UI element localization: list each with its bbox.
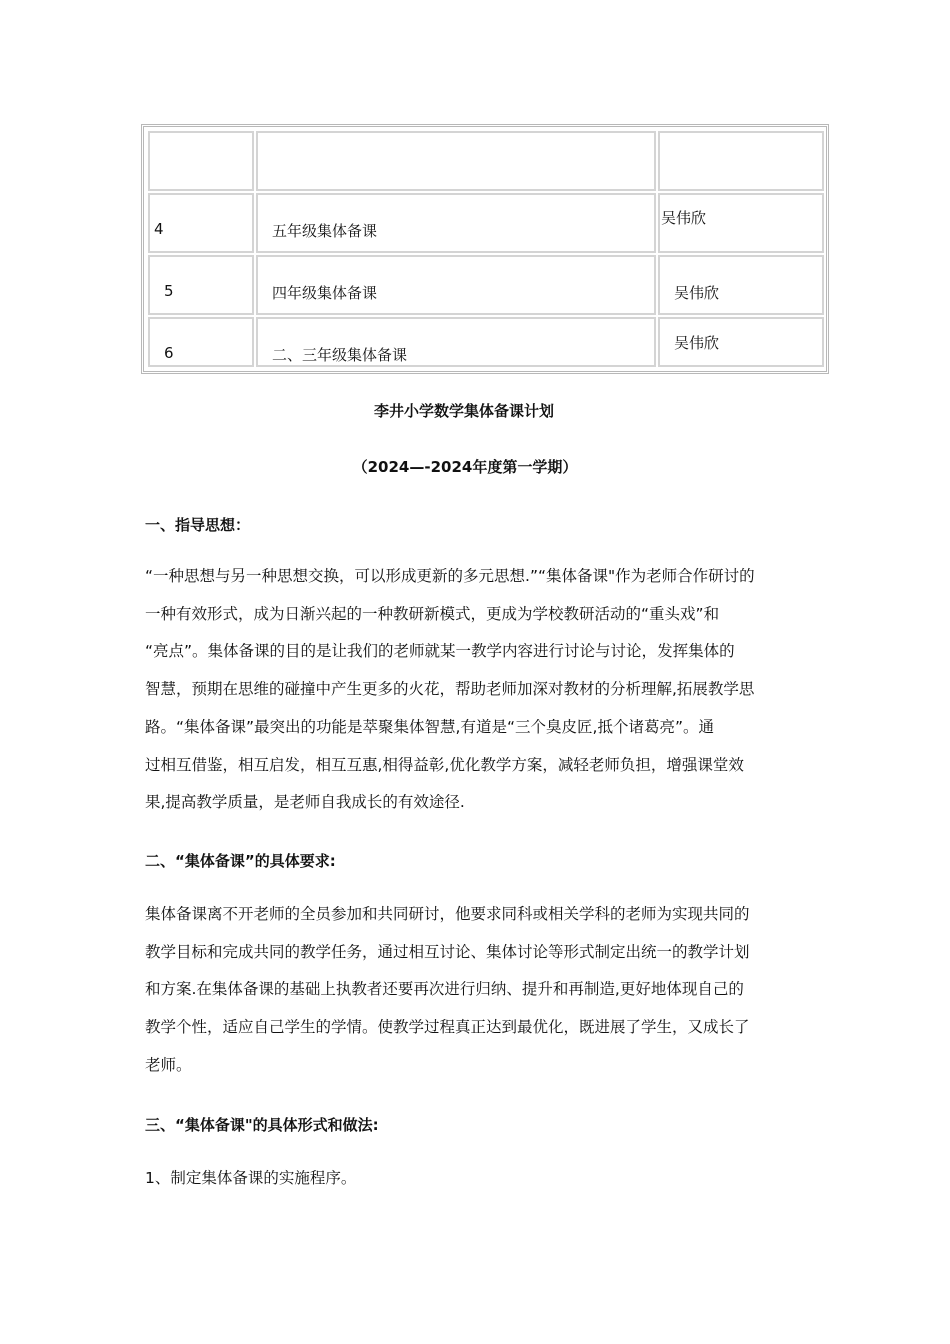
paragraph-line: 路。“集体备课”最突出的功能是萃聚集体智慧,有道是“三个臭皮匠,抵个诸葛亮”。通 [145,717,714,736]
paragraph-line: 教学目标和完成共同的教学任务，通过相互讨论、集体讨论等形式制定出统一的教学计划 [145,942,750,961]
table-cell-content: 五年级集体备课 [256,193,656,253]
section3-item-1: 1、制定集体备课的实施程序。 [145,1169,357,1187]
table-cell-content: 四年级集体备课 [256,255,656,315]
table-cell-person [658,131,824,191]
section-heading-guiding-thought: 一、指导思想： [145,516,251,534]
table-cell-no [148,131,254,191]
paragraph-line: 和方案.在集体备课的基础上执教者还要再次进行归纳、提升和再制造,更好地体现自己的 [145,980,744,999]
paragraph-line: 集体备课离不开老师的全员参加和共同研讨，他要求同科或相关学科的老师为实现共同的 [145,905,750,923]
table-cell-person: 吴伟欣 [658,193,824,253]
section1-paragraph [145,558,805,822]
paragraph-line: 果,提高教学质量，是老师自我成长的有效途径. [145,793,465,812]
section2-paragraph [145,896,805,1085]
table-cell-no: 4 [148,193,254,253]
paragraph-line: 智慧，预期在思维的碰撞中产生更多的火花，帮助老师加深对教材的分析理解,拓展教学思 [145,680,755,699]
table-cell-no: 5 [148,255,254,315]
paragraph-line: 老师。 [145,1055,192,1074]
table-cell-content [256,131,656,191]
document-subtitle: （2024—-2024年度第一学期） [352,458,578,476]
paragraph-line: 教学个性，适应自己学生的学情。使教学过程真正达到最优化，既进展了学生，又成长了 [145,1018,750,1037]
paragraph-line: 过相互借鉴，相互启发，相互互惠,相得益彰,优化教学方案，减轻老师负担，增强课堂效 [145,755,744,774]
schedule-table [141,124,829,374]
table-cell-person: 吴伟欣 [658,317,824,367]
table-cell-no: 6 [148,317,254,367]
section-heading-forms-methods: 三、“集体备课"的具体形式和做法: [145,1116,379,1134]
document-title: 李井小学数学集体备课计划 [373,402,554,420]
table-cell-content: 二、三年级集体备课 [256,317,656,367]
section-heading-requirements: 二、“集体备课”的具体要求: [145,852,336,870]
table-cell-person: 吴伟欣 [658,255,824,315]
paragraph-line: “亮点”。集体备课的目的是让我们的老师就某一教学内容进行讨论与讨论，发挥集体的 [145,642,735,661]
paragraph-line: “一种思想与另一种思想交换，可以形成更新的多元思想.”“集体备课"作为老师合作研讨的 [145,567,755,585]
paragraph-line: 一种有效形式，成为日渐兴起的一种教研新模式，更成为学校教研活动的“重头戏”和 [145,604,720,623]
